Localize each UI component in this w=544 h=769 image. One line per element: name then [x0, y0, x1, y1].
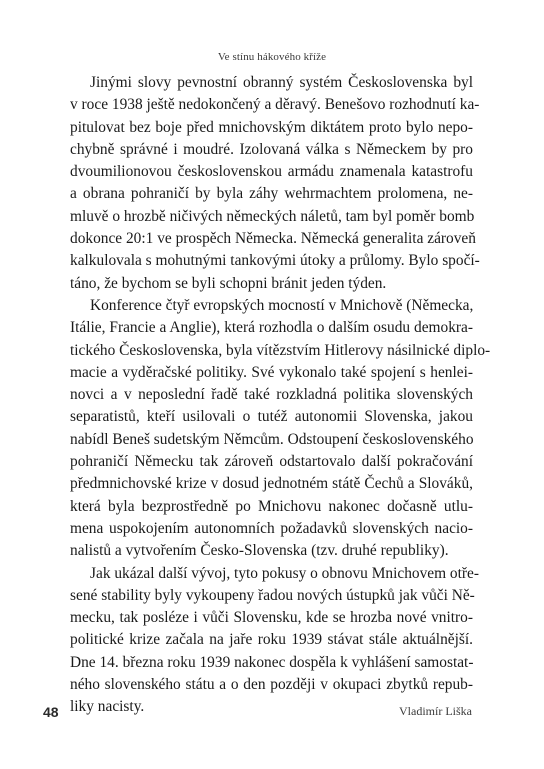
text-line: pitulovat bez boje před mnichovským diktátem proto bylo nepo- [70, 118, 473, 136]
text-line: Jak ukázal další vývoj, tyto pokusy o obnovu Mnichovem otře- [90, 564, 479, 582]
text-line: Itálie, Francie a Anglie), která rozhodla o dalším osudu demokra- [70, 319, 473, 337]
text-line: pohraničí Německu tak zároveň odstartovalo další pokračování [70, 453, 473, 471]
text-line: dokonce 20:1 ve prospěch Německa. Německá generalita zároveň [70, 230, 476, 248]
text-line: Konference čtyř evropských mocností v Mnichově (Německa, [90, 296, 474, 314]
text-line: mecku, tak posléze i vůči Slovensku, kde se hrozba nové vnitro- [70, 609, 473, 627]
paragraph [70, 295, 491, 563]
text-line: mluvě o hrozbě ničivých německých náletů, tam byl poměr bomb [70, 207, 475, 225]
text-line: novci a v neposlední řadě také rozkladná politika slovenských [70, 386, 473, 404]
text-line: nalistů a vytvořením Česko-Slovenska (tzv. druhé republiky). [70, 542, 449, 560]
text-line: a obrana pohraničí by byla záhy wehrmachtem prolomena, ne- [70, 185, 473, 203]
text-line: ného slovenského státu a o den později v okupaci zbytků repub- [70, 676, 473, 694]
text-line: sené stability byly vykoupeny řadou nových ústupků jak vůči Ně- [70, 586, 475, 604]
text-line: separatistů, kteří usilovali o tutéž autonomii Slovenska, jakou [70, 408, 473, 426]
text-line: kalkulovala s mohutnými tankovými útoky a průlomy. Bylo spočí- [70, 252, 480, 270]
text-line: tického Československa, byla vítězstvím Hitlerovy násilnické diplo- [70, 341, 491, 359]
text-line: v roce 1938 ještě nedokončený a děravý. Benešovo rozhodnutí ka- [70, 96, 480, 114]
text-line: nabídl Beneš sudetským Němcům. Odstoupení československého [70, 430, 474, 448]
text-line: liky nacisty. [70, 698, 145, 716]
text-line: Dne 14. března roku 1939 nakonec dospěla k vyhlášení samostat- [70, 653, 474, 671]
running-head: Ve stínu hákového kříže [217, 51, 327, 63]
body-text [70, 72, 491, 719]
text-line: mena uspokojením autonomních požadavků slovenských nacio- [70, 519, 473, 537]
page-number: 48 [43, 704, 59, 720]
text-line: dvoumilionovou československou armádu znamenala katastrofu [70, 163, 473, 181]
footer-author: Vladimír Liška [399, 704, 472, 718]
text-line: předmnichovské krize v dosud jednotném státě Čechů a Slováků, [70, 475, 473, 493]
text-line: chybně správné i moudré. Izolovaná válka s Německem by pro [70, 140, 473, 158]
text-line: macie a vyděračské politiky. Své vykonalo také spojení s henlei- [70, 363, 473, 381]
text-line: Jinými slovy pevnostní obranný systém Československa byl [90, 74, 473, 91]
text-line: táno, že bychom se byli schopni bránit jeden týden. [70, 274, 387, 292]
paragraph [70, 563, 479, 719]
paragraph [70, 72, 480, 295]
text-line: politické krize začala na jaře roku 1939 stávat stále aktuálnější. [70, 631, 473, 649]
text-line: která byla bezprostředně po Mnichovu nakonec dočasně utlu- [70, 497, 473, 515]
